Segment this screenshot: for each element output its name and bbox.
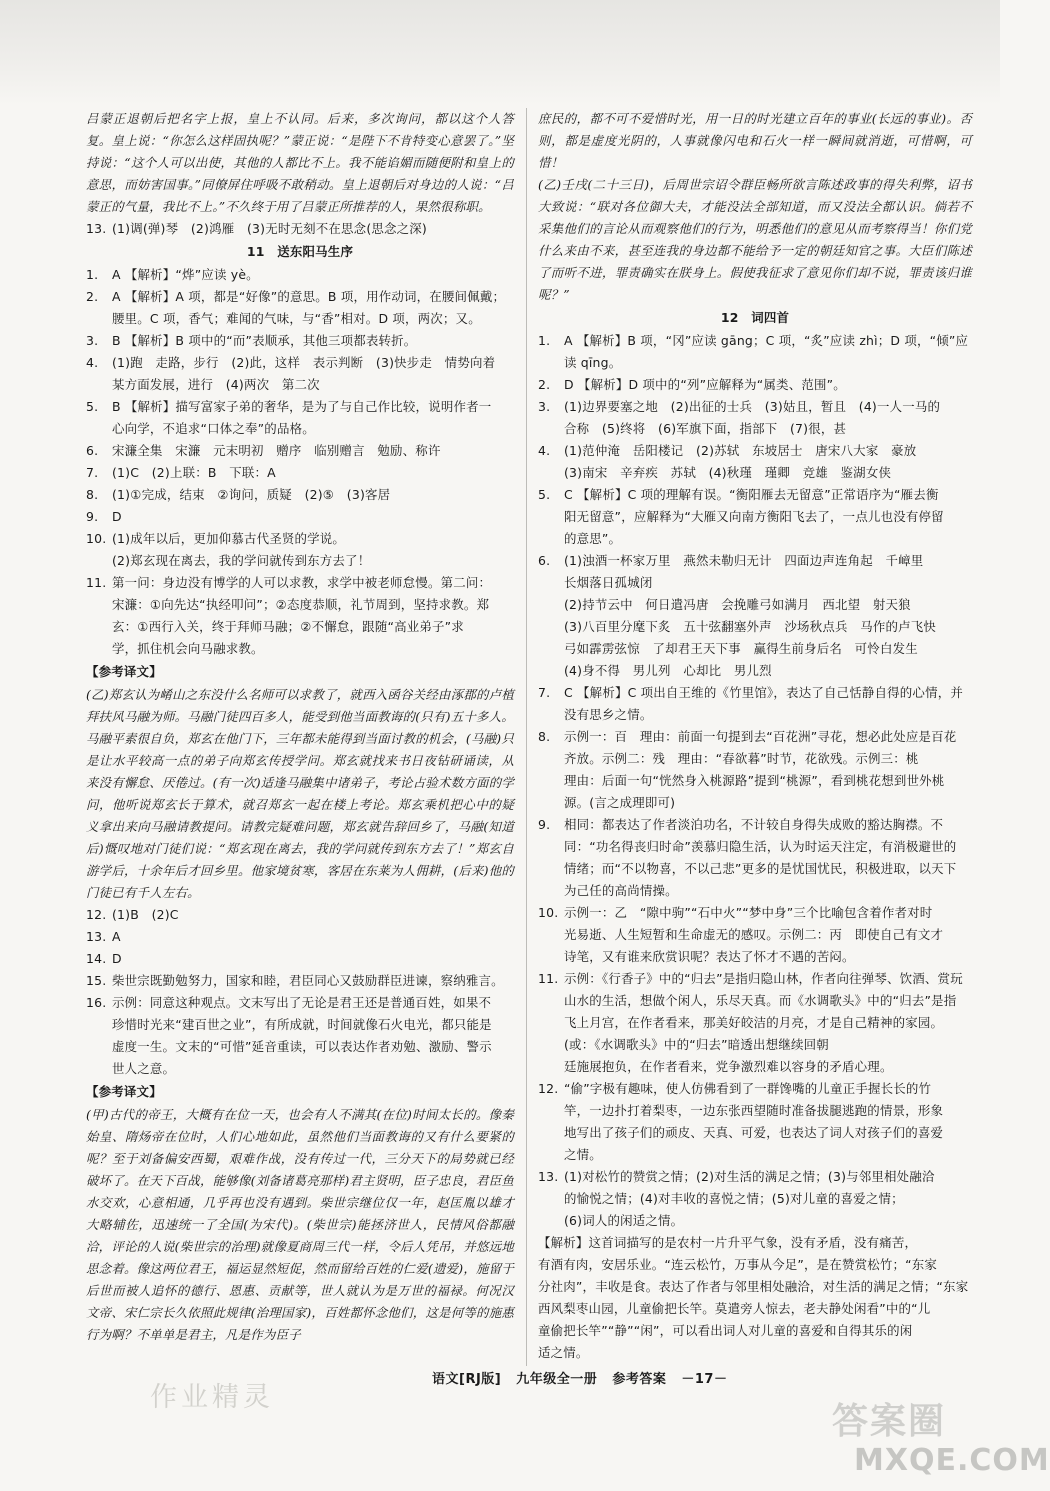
answer-text: 同：“功名得丧归时命”羡慕归隐生活，认为时运天注定，有消极避世的 [564,839,957,854]
watermark-logo-url: MXQE.COM [854,1443,1050,1478]
answer-line [538,990,972,1012]
analysis-line: 有酒有肉，安居乐业。“连云松竹，万事从今足”，是在赞赏松竹；“东家 [538,1257,938,1272]
answer-text: 阳无留意”，应解释为“大雁又向南方衡阳飞去了，一点儿也没有停留 [564,509,944,524]
answer-number: 9. [86,509,99,524]
answer-item [538,550,972,682]
answer-number: 12. [538,1081,559,1096]
answer-number: 11. [538,971,559,986]
answer-item [538,726,972,814]
answer-line [538,946,972,968]
answer-item [538,682,972,726]
answer-line [86,550,514,572]
left-column [86,108,514,1346]
section-title: 11 送东阳马生序 [246,244,354,259]
answer-text: 相同：都表达了作者淡泊功名，不计较自身得失成败的豁达胸襟。不 [564,817,944,832]
answer-text: 示例一：乙 “隙中驹”“石中火”“梦中身”三个比喻包含着作者对时 [564,905,933,920]
answer-line [538,858,972,880]
answer-line [86,992,514,1014]
answer-line [538,1122,972,1144]
answer-text: 示例：同意这种观点。文末写出了无论是君王还是普通百姓，如果不 [112,995,492,1010]
answer-line [86,638,514,660]
answer-item [86,926,514,948]
answer-text: 柴世宗既勤勉努力，国家和睦，君臣同心又鼓励群臣进谏，察纳雅言。 [112,973,504,988]
answer-line [86,286,514,308]
translation-paragraph: (乙)郑玄认为崤山之东没什么名师可以求教了，就西入函谷关经由涿郡的卢植拜扶风马融为师。马融门徒四百多人，能受到他当面教诲的(只有)五十多人。马融平素很自负，郑玄在他门下，三年都未能得到当面讨教的机会，(马融)只是让水平较高一点的弟子向郑玄传授学问。郑玄就找来书日夜钻研诵读，从来没有懈怠、厌倦过。(有一次)适逢马融集中诸弟子，考论占验术数方面的学问，他听说郑玄长于算术，就召郑玄一起在楼上考论。郑玄乘机把心中的疑义拿出来向马融请教提问。请教完疑难问题，郑玄就告辞回乡了，马融(知道后)慨叹地对门徒们说：“郑玄现在离去，我的学问就传到东方去了！”郑玄自游学后，十余年后才回乡里。他家境贫寒，客居在东莱为人佣耕，(后来)他的门徒已有千人左右。 [86,687,514,900]
answer-line [538,594,972,616]
answer-text: 学，抓住机会向马融求教。 [112,641,264,656]
answer-line [86,616,514,638]
answer-text: 没有思乡之情。 [564,707,653,722]
right-column [538,108,972,1364]
answer-item [86,970,514,992]
answer-line [86,462,514,484]
answer-text: 为己任的高尚情操。 [564,883,678,898]
answer-text: 山水的生活，想做个闲人，乐尽天真。而《水调歌头》中的“归去”是指 [564,993,957,1008]
reference-translation-label: 【参考译文】 [86,664,162,679]
answer-line [538,484,972,506]
answer-number: 6. [86,443,99,458]
answer-text: 宋濂全集 宋濂 元末明初 赠序 临别赠言 勉励、称许 [112,443,441,458]
answer-text: D 【解析】D 项中的“列”应解释为“属类、范围”。 [564,377,846,392]
answer-line [86,948,514,970]
answer-number: 2. [86,289,99,304]
answer-item [86,572,514,660]
answer-item [538,374,972,396]
translation-paragraph: 吕蒙正退朝后把名字上报，皇上不认同。后来，多次询问，都以这个人答复。皇上说：“你怎么这样固执呢？”蒙正说：“是陛下不肯特变心意罢了。”坚持说：“这个人可以出使，其他的人都比不上。我不能谄媚而随便附和皇上的意思，而妨害国事。”同僚屏住呼吸不敢稍动。皇上退朝后对身边的人说：“吕蒙正的气量，我比不上。”不久终于用了吕蒙正所推荐的人，果然很称职。 [86,111,514,214]
answer-line [538,1210,972,1232]
answer-item [538,902,972,968]
answer-number: 1. [86,267,99,282]
answer-line [86,528,514,550]
answer-number: 16. [86,995,107,1010]
answer-item [86,352,514,396]
answer-line [86,396,514,418]
answer-text: 世人之意。 [112,1061,176,1076]
answer-line [538,440,972,462]
answer-line [538,968,972,990]
answer-line [86,572,514,594]
analysis-line: 西风梨枣山园，儿童偷把长竿。莫遣旁人惊去，老夫静处闲看”中的“儿 [538,1301,931,1316]
answer-line [538,792,972,814]
page-top-shadow [0,0,1000,105]
answer-number: 9. [538,817,551,832]
answer-line [538,330,972,352]
answer-text: 心向学，不追求“口体之奉”的品格。 [112,421,315,436]
answer-item [538,968,972,1078]
answer-line [86,308,514,330]
answer-number: 7. [86,465,99,480]
answer-line [538,1144,972,1166]
answer-number: 14. [86,951,107,966]
answer-item [538,396,972,440]
answer-text: 腰里。C 项，香气；难闻的气味，与“香”相对。D 项，两次；又。 [112,311,481,326]
answer-text: 虚度一生。文末的“可惜”延音重读，可以表达作者劝勉、激励、警示 [112,1039,492,1054]
answer-text: (3)南宋 辛弃疾 苏轼 (4)秋瑾 瑾卿 竞雄 鉴湖女侠 [564,465,892,480]
answer-item [86,440,514,462]
answer-item [86,948,514,970]
page-footer [432,1368,727,1387]
answer-item [86,528,514,572]
answer-text: B 【解析】B 项中的“而”表顺承，其他三项都表转折。 [112,333,417,348]
answer-line [86,374,514,396]
answer-text: (1)对松竹的赞赏之情；(2)对生活的满足之情；(3)与邻里相处融洽 [564,1169,935,1184]
answer-item [538,440,972,484]
answer-line [86,1036,514,1058]
answer-number: 13. [86,221,107,236]
answer-item [86,992,514,1080]
answer-number: 2. [538,377,551,392]
answer-text: 理由：后面一句“恍然身入桃源路”提到“桃源”，看到桃花想到世外桃 [564,773,945,788]
watermark-zuoyejingling: 作业精灵 [150,1382,274,1413]
answer-line [538,1100,972,1122]
answer-item [86,904,514,926]
answer-text: C 【解析】C 项出自王维的《竹里馆》，表达了自己恬静自得的心情，并 [564,685,963,700]
answer-text: 示例：《行香子》中的“归去”是指归隐山林，作者向往弹琴、饮酒、赏玩 [564,971,963,986]
answer-line [538,682,972,704]
answer-text: (1)C (2)上联：B 下联：A [112,465,276,480]
answer-item [86,484,514,506]
answer-line [538,638,972,660]
answer-text: 廷施展抱负，在作者看来，党争激烈难以容身的矛盾心理。 [564,1059,893,1074]
answer-line [538,1012,972,1034]
answer-line [538,1078,972,1100]
answer-text: 长烟落日孤城闭 [564,575,653,590]
answer-text: A 【解析】A 项，都是“好像”的意思。B 项，用作动词，在腰间佩戴； [112,289,506,304]
answer-number: 10. [86,531,107,546]
answer-item [538,484,972,550]
answer-line [538,528,972,550]
answer-text: (1)①完成，结束 ②询问，质疑 (2)⑤ (3)客居 [112,487,391,502]
answer-line [86,440,514,462]
answer-item [86,462,514,484]
answer-item [538,814,972,902]
answer-number: 8. [538,729,551,744]
answer-number: 10. [538,905,559,920]
answer-text: 的意思”。 [564,531,622,546]
answer-text: (3)八百里分麾下炙 五十弦翻塞外声 沙场秋点兵 马作的卢飞快 [564,619,937,634]
answer-item [538,1078,972,1166]
answer-text: (1)调(弹)琴 (2)鸿雁 (3)无时无刻不在思念(思念之深) [112,221,427,236]
answer-number: 1. [538,333,551,348]
column-divider [526,108,527,1366]
answer-line [538,1034,972,1056]
answer-item [538,1166,972,1232]
footer-subject: 语文[RJ版] [432,1372,502,1387]
answer-item [86,330,514,352]
answer-text: (1)成年以后，更加仰慕古代圣贤的学说。 [112,531,346,546]
answer-number: 3. [538,399,551,414]
answer-text: (2)郑玄现在离去，我的学问就传到东方去了！ [112,553,371,568]
answer-text: “偷”字极有趣味，使人仿佛看到了一群馋嘴的儿童正手握长长的竹 [564,1081,932,1096]
answer-text: 示例一：百 理由：前面一句提到去“百花洲”寻花，想必此处应是百花 [564,729,957,744]
answer-text: A [112,929,121,944]
answer-text: 情绪；而“不以物喜，不以己悲”更多的是忧国忧民，积极进取，以天下 [564,861,957,876]
answer-text: (1)边界要塞之地 (2)出征的士兵 (3)姑且，暂且 (4)一人一马的 [564,399,941,414]
answer-line [538,924,972,946]
answer-text: 之情。 [564,1147,602,1162]
analysis-line: 童偷把长竿”“静”“闲”，可以看出词人对儿童的喜爱和自得其乐的闲 [538,1323,913,1338]
answer-item [86,264,514,286]
watermark-logo [832,1393,1050,1485]
answer-line [86,926,514,948]
answer-line [86,484,514,506]
answer-line [538,770,972,792]
analysis-line: 适之情。 [538,1345,589,1360]
answer-line [538,462,972,484]
answer-line [538,748,972,770]
answer-text: A 【解析】“烨”应读 yè。 [112,267,259,282]
section-title: 12 词四首 [720,310,790,325]
answer-line [86,594,514,616]
answer-text: 竿，一边扑打着梨枣，一边东张西望随时准备拔腿逃跑的情景，形象 [564,1103,944,1118]
answer-text: 飞上月宫，在作者看来，那美好皎洁的月亮，才是自己精神的家园。 [564,1015,944,1030]
answer-text: 某方面发展，进行 (4)两次 第二次 [112,377,320,392]
footer-page-number: －17－ [681,1372,728,1387]
answer-line [538,660,972,682]
answer-text: 合称 (5)终将 (6)军旗下面，指部下 (7)很，甚 [564,421,847,436]
answer-text: 地写出了孩子们的顽皮、天真、可爱，也表达了词人对孩子们的喜爱 [564,1125,944,1140]
answer-number: 8. [86,487,99,502]
answer-number: 11. [86,575,107,590]
answer-line [86,1058,514,1080]
answer-number: 13. [86,929,107,944]
answer-line [86,218,514,240]
answer-line [86,904,514,926]
answer-item [86,286,514,330]
answer-text: 齐放。示例二：残 理由：“春欲暮”时节，花欲残。示例三：桃 [564,751,919,766]
answer-number: 3. [86,333,99,348]
answer-number: 12. [86,907,107,922]
answer-text: (1)跑 走路，步行 (2)此，这样 表示判断 (3)快步走 情势向着 [112,355,496,370]
translation-paragraph: (乙)壬戌(二十三日)，后周世宗诏令群臣畅所欲言陈述政事的得失利弊，诏书大致说：“联对各位御大夫，才能没法全部知道，而又没法全都认识。倘若不采集他们的言论从而观察他们的行为，明悉他们的意见从而考察得当！你们党什么来由不来，甚至连我的身边都不能给予一定的朝廷知官之事。大臣们陈述了而听不进，罪责确实在朕身上。假使我征求了意见你们却不说，罪责该归谁呢？” [538,177,972,302]
answer-line [86,264,514,286]
answer-line [86,970,514,992]
answer-text: 玄：①西行入关，终于拜师马融；②不懈怠，跟随“高业弟子”求 [112,619,464,634]
answer-line [538,352,972,374]
answer-text: 读 qīng。 [564,355,622,370]
footer-grade: 九年级全一册 [516,1372,598,1387]
answer-line [538,704,972,726]
answer-text: 弓如霹雳弦惊 了却君王天下事 赢得生前身后名 可怜白发生 [564,641,918,656]
reference-translation-label: 【参考译文】 [86,1084,162,1099]
answer-line [538,814,972,836]
watermark-logo-main: 答案圈 [832,1401,947,1442]
answer-text: (2)持节云中 何日遣冯唐 会挽雕弓如满月 西北望 射天狼 [564,597,911,612]
answer-number: 13. [538,1169,559,1184]
translation-paragraph: 庶民的，都不可不爱惜时光，用一日的时光建立百年的事业(长远的事业)。否则，都是虚度光阴的，人事就像闪电和石火一样一瞬间就消逝，可惜啊，可惜！ [538,111,972,170]
translation-paragraph: (甲)古代的帝王，大概有在位一天，也会有人不满其(在位)时间太长的。像秦始皇、隋炀帝在位时，人们心地如此，虽然他们当面教诲的又有什么要紧的呢？至于刘备偏安西蜀，艰难作战，没有传过一代，三分天下的局势就已经破坏了。在天下百战，能够像(刘备诸葛亮那样)君主贤明，臣子忠良，君臣鱼水交欢，心意相通，几乎再也没有遇到。柴世宗继位仅一年，赵匡胤以雄才大略辅佐，迅速统一了全国(为宋代)。(柴世宗)能拯济世人，民情风俗都融洽，评论的人说(柴世宗的治理)就像夏商周三代一样，令后人凭吊，并悠远地思念着。像这两位君王，福运显然短促，然而留给百姓的仁爱(遗爱)，施留于后世而被人追怀的德行、恩惠、贡献等，世人就认为是万世的福禄。何况汉文帝、宋仁宗长久依照此规律(治理国家)，百姓都怀念他们，这是何等的施惠行为啊？不单单是君主，凡是作为臣子 [86,1107,514,1342]
answer-line [86,330,514,352]
answer-number: 7. [538,685,551,700]
answer-line [538,616,972,638]
answer-line [86,418,514,440]
answer-number: 5. [86,399,99,414]
answer-line [86,506,514,528]
answer-text: 诗笔，又有谁来欣赏识呢？表达了怀才不遇的苦闷。 [564,949,855,964]
analysis-line: 【解析】这首词描写的是农村一片升平气象，没有矛盾，没有痛苦， [538,1235,918,1250]
answer-text: (1)B (2)C [112,907,179,922]
answer-number: 6. [538,553,551,568]
answer-text: D [112,509,122,524]
answer-text: (6)词人的闲适之情。 [564,1213,684,1228]
answer-text: (或：《水调歌头》中的“归去”暗透出想继续回朝 [564,1037,829,1052]
answer-text: 宋濂：①向先达“执经叩问”；②态度恭顺，礼节周到，坚持求教。郑 [112,597,490,612]
answer-text: 源。(言之成理即可) [564,795,676,810]
answer-text: 光易逝、人生短暂和生命虚无的感叹。示例二：丙 即使自己有文才 [564,927,944,942]
answer-line [538,572,972,594]
answer-line [538,1166,972,1188]
answer-line [538,418,972,440]
answer-line [538,1056,972,1078]
footer-label: 参考答案 [612,1372,667,1387]
answer-number: 4. [538,443,551,458]
answer-text: (1)浊酒一杯家万里 燕然未勒归无计 四面边声连角起 千嶂里 [564,553,924,568]
answer-text: D [112,951,122,966]
answer-text: C 【解析】C 项的理解有误。“衡阳雁去无留意”正常语序为“雁去衡 [564,487,939,502]
answer-number: 5. [538,487,551,502]
answer-text: 的愉悦之情；(4)对丰收的喜悦之情；(5)对儿童的喜爱之情； [564,1191,904,1206]
answer-line [538,374,972,396]
answer-line [538,726,972,748]
answer-text: A 【解析】B 项，“冈”应读 gāng；C 项，“炙”应读 zhì；D 项，“倾”应 [564,333,969,348]
answer-text: (4)身不得 男儿列 心却比 男儿烈 [564,663,772,678]
answer-line [538,902,972,924]
answer-line [86,1014,514,1036]
answer-text: B 【解析】描写富家子弟的奢华，是为了与自己作比较，说明作者一 [112,399,492,414]
answer-item [86,506,514,528]
answer-line [538,1188,972,1210]
analysis-line: 分社肉”，丰收是食。表达了作者与邻里相处融洽，对生活的满足之情；“东家 [538,1279,969,1294]
answer-number: 4. [86,355,99,370]
answer-item [86,396,514,440]
answer-number: 15. [86,973,107,988]
answer-text: (1)范仲淹 岳阳楼记 (2)苏轼 东坡居士 唐宋八大家 豪放 [564,443,917,458]
answer-line [538,880,972,902]
answer-line [86,352,514,374]
answer-line [538,396,972,418]
answer-line [538,506,972,528]
answer-item [538,330,972,374]
answer-line [538,836,972,858]
answer-line [538,550,972,572]
answer-text: 珍惜时光来“建百世之业”，有所成就，时间就像石火电光，都只能是 [112,1017,492,1032]
answer-text: 第一问：身边没有博学的人可以求教，求学中被老师怠慢。第二问： [112,575,492,590]
